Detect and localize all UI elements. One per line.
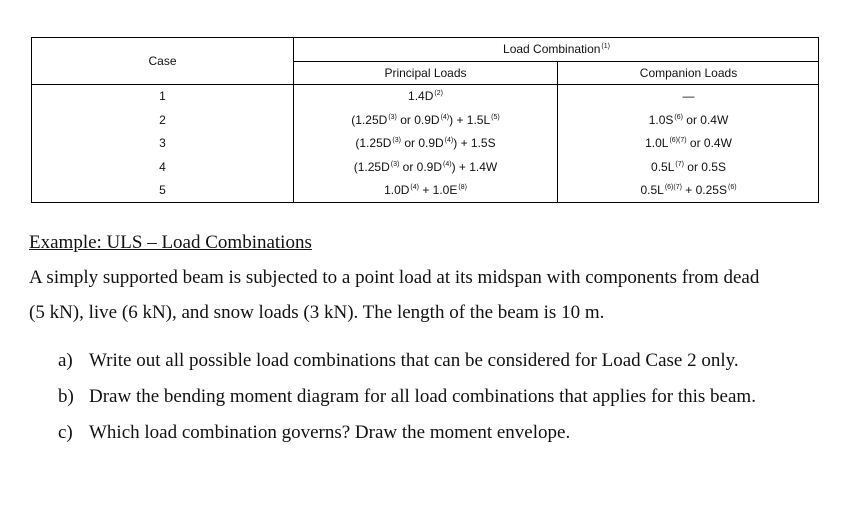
footnote-marker: (7): [675, 160, 684, 168]
footnote-marker: (4): [410, 184, 419, 191]
footnote-marker: (3): [390, 160, 400, 168]
text-run: 1.4D: [408, 89, 434, 103]
footnote-marker: (3): [388, 113, 397, 121]
footnote-marker: (2): [434, 90, 443, 97]
principal-loads-cell: [294, 89, 557, 103]
question-marker: c): [58, 422, 73, 443]
text-run: 0.5L: [640, 183, 664, 197]
principal-loads-cell: [294, 136, 557, 150]
question-text: Draw the bending moment diagram for all load combinations that applies for this beam.: [89, 386, 756, 407]
case-header: Case: [148, 54, 177, 68]
load-combination-header: Load Combination$^{(1)}$: [503, 42, 610, 56]
problem-statement-line-1: A simply supported beam is subjected to a point load at its midspan with components from dead: [29, 267, 760, 288]
text-run: (1.25D: [355, 136, 392, 150]
load-combination-table: [31, 37, 819, 203]
text-run: ) + 1.5S: [453, 136, 496, 150]
footnote-marker: (3): [392, 137, 401, 144]
footnote-marker: (4): [444, 137, 454, 144]
footnote-marker: (4): [440, 113, 450, 121]
text-run: 0.5L: [651, 159, 675, 174]
footnote-marker: (6): [674, 113, 683, 121]
text-run: or 0.9D: [396, 112, 440, 127]
text-run: —: [682, 89, 695, 103]
text-run: or 0.5S: [683, 159, 726, 174]
case-number: 4: [159, 159, 166, 174]
text-run: + 0.25S: [681, 183, 727, 197]
question-marker: a): [58, 350, 73, 371]
principal-loads-cell: [294, 113, 557, 127]
companion-loads-header: Companion Loads: [639, 66, 738, 80]
footnote-marker: (5): [491, 113, 500, 121]
principal-loads-cell: [294, 160, 557, 174]
example-title: Example: ULS – Load Combinations: [29, 232, 312, 253]
text-run: or 0.4W: [682, 112, 729, 127]
companion-loads-cell: [558, 160, 819, 174]
text-run: 1.0S: [648, 112, 674, 127]
case-number: 5: [159, 183, 166, 197]
companion-loads-cell: [558, 136, 819, 150]
table-divider-companion: [557, 61, 558, 202]
text-run: or 0.9D: [400, 136, 444, 150]
text-run: 1.0L: [645, 136, 669, 150]
problem-statement-line-2: (5 kN), live (6 kN), and snow loads (3 kN). The length of the beam is 10 m.: [29, 302, 605, 323]
text-run: or 0.4W: [686, 136, 732, 150]
question-text: Which load combination governs? Draw the moment envelope.: [89, 422, 571, 443]
case-number: 2: [159, 112, 166, 127]
text-run: (1.25D: [351, 112, 388, 127]
companion-loads-cell: [558, 113, 819, 127]
footnote-marker: (6)(7): [664, 184, 682, 191]
question-marker: b): [58, 386, 74, 407]
case-number: 3: [159, 136, 166, 150]
question-text: Write out all possible load combinations that can be considered for Load Case 2 only.: [89, 350, 739, 371]
text-run: 1.0D: [384, 183, 410, 197]
table-rule-header: [32, 84, 818, 85]
text-run: or 0.9D: [399, 159, 443, 174]
text-run: ) + 1.5L: [449, 112, 491, 127]
footnote-marker: (6)(7): [669, 137, 687, 144]
companion-loads-cell: [558, 89, 819, 103]
case-number: 1: [159, 89, 166, 103]
footnote-marker: (8): [458, 184, 467, 191]
text-run: (1.25D: [353, 159, 390, 174]
companion-loads-cell: [558, 183, 819, 197]
principal-loads-header: Principal Loads: [384, 66, 467, 80]
principal-loads-cell: [294, 183, 557, 197]
text-run: ) + 1.4W: [451, 159, 498, 174]
footnote-marker: (4): [443, 160, 452, 168]
footnote-marker: (6): [727, 184, 737, 191]
table-rule-group: [293, 61, 818, 62]
text-run: + 1.0E: [418, 183, 458, 197]
